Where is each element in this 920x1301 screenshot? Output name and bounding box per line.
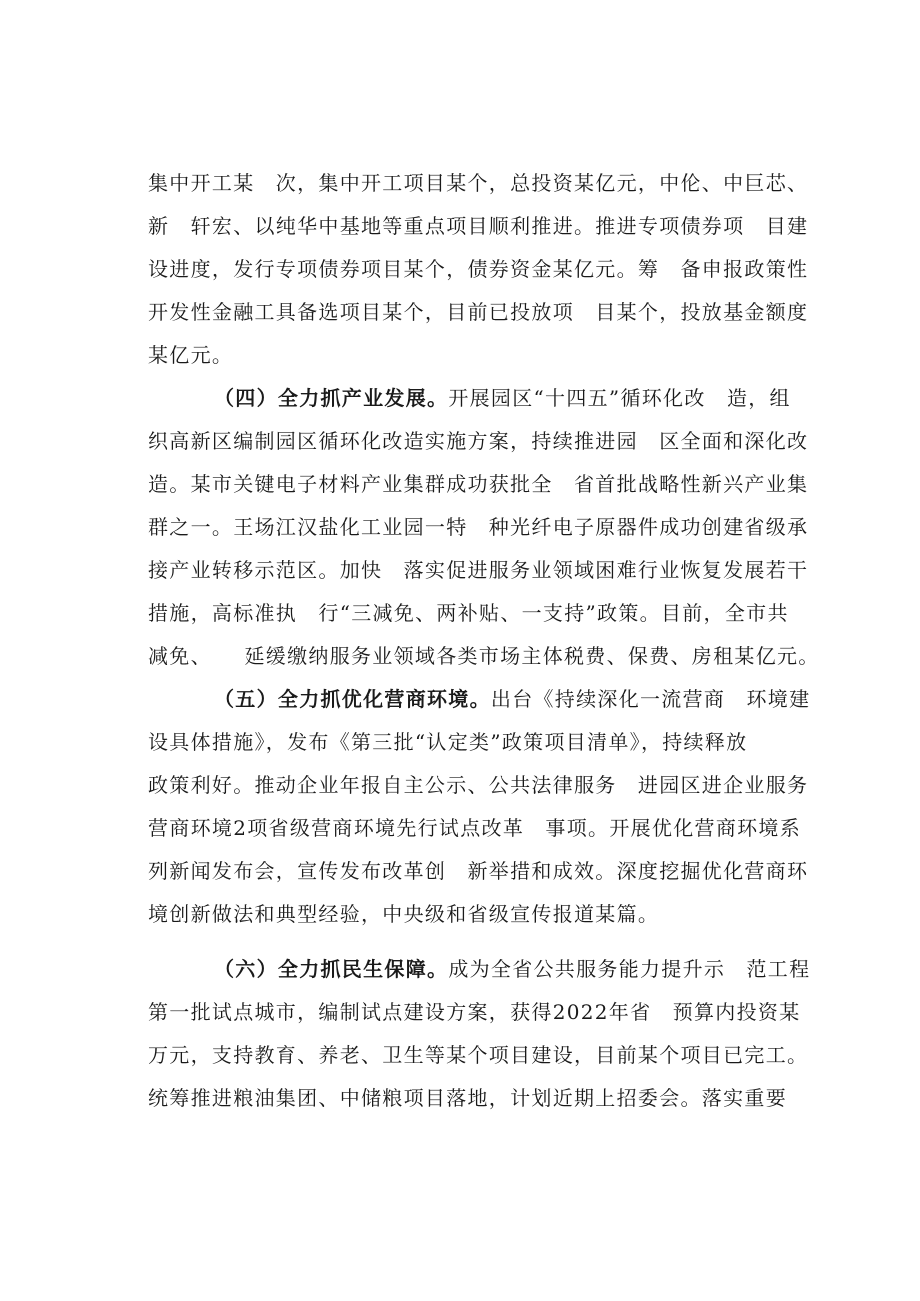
paragraph-2-line-2: 织高新区编制园区循环化改造实施方案，持续推进园 区全面和深化改: [148, 429, 809, 453]
paragraph-2-line-3: 造。某市关键电子材料产业集群成功获批全 省首批战略性新兴产业集: [148, 472, 809, 496]
paragraph-3-line-3: 政策利好。推动企业年报自主公示、公共法律服务 进园区进企业服务: [148, 773, 809, 797]
paragraph-2-line-6: 措施，高标准执 行“三减免、两补贴、一支持”政策。目前，全市共: [148, 601, 789, 625]
paragraph-1-line-4: 开发性金融工具备选项目某个，目前已投放项 目某个，投放基金额度: [148, 300, 809, 324]
paragraph-1-line-2: 新 轩宏、以纯华中基地等重点项目顺利推进。推进专项债券项 目建: [148, 214, 809, 238]
section-heading-4: （四）全力抓产业发展。: [214, 386, 449, 410]
paragraph-4-line-3: 万元，支持教育、养老、卫生等某个项目建设，目前某个项目已完工。: [148, 1043, 809, 1067]
paragraph-2-line-5: 接产业转移示范区。加快 落实促进服务业领域困难行业恢复发展若干: [148, 558, 809, 582]
paragraph-4-line-1-rest: 成为全省公共服务能力提升示 范工程: [448, 957, 811, 981]
paragraph-3-line-2: 设具体措施》，发布《第三批“认定类”政策项目清单》，持续释放: [148, 730, 748, 754]
section-heading-6: （六）全力抓民生保障。: [214, 957, 449, 981]
paragraph-3-line-1: [214, 686, 810, 712]
paragraph-3-line-1-rest: 出台《持续深化一流营商 环境建: [490, 687, 811, 711]
section-heading-5: （五）全力抓优化营商环境。: [214, 687, 491, 711]
paragraph-2-line-1: [214, 385, 791, 411]
paragraph-4-line-2: 第一批试点城市，编制试点建设方案，获得2022年省 预算内投资某: [148, 1000, 801, 1024]
paragraph-3-line-6: 境创新做法和典型经验，中央级和省级宣传报道某篇。: [148, 902, 660, 926]
paragraph-2-line-4: 群之一。王场江汉盐化工业园一特 种光纤电子原器件成功创建省级承: [148, 515, 809, 539]
paragraph-2-line-7: 减免、 延缓缴纳服务业领域各类市场主体税费、保费、房租某亿元。: [148, 644, 820, 668]
paragraph-1-line-3: 设进度，发行专项债券项目某个，债券资金某亿元。筹 备申报政策性: [148, 257, 809, 281]
paragraph-1-line-1: 集中开工某 次，集中开工项目某个，总投资某亿元，中伦、中巨芯、: [148, 171, 809, 195]
paragraph-1-line-5: 某亿元。: [148, 343, 234, 367]
paragraph-2-line-1-rest: 开展园区“十四五”循环化改 造，组: [448, 386, 791, 410]
paragraph-4-line-1: [214, 956, 810, 982]
paragraph-3-line-4: 营商环境2项省级营商环境先行试点改革 事项。开展优化营商环境系: [148, 816, 802, 840]
paragraph-4-line-4: 统筹推进粮油集团、中储粮项目落地，计划近期上招委会。落实重要: [148, 1086, 787, 1110]
paragraph-3-line-5: 列新闻发布会，宣传发布改革创 新举措和成效。深度挖掘优化营商环: [148, 859, 809, 883]
